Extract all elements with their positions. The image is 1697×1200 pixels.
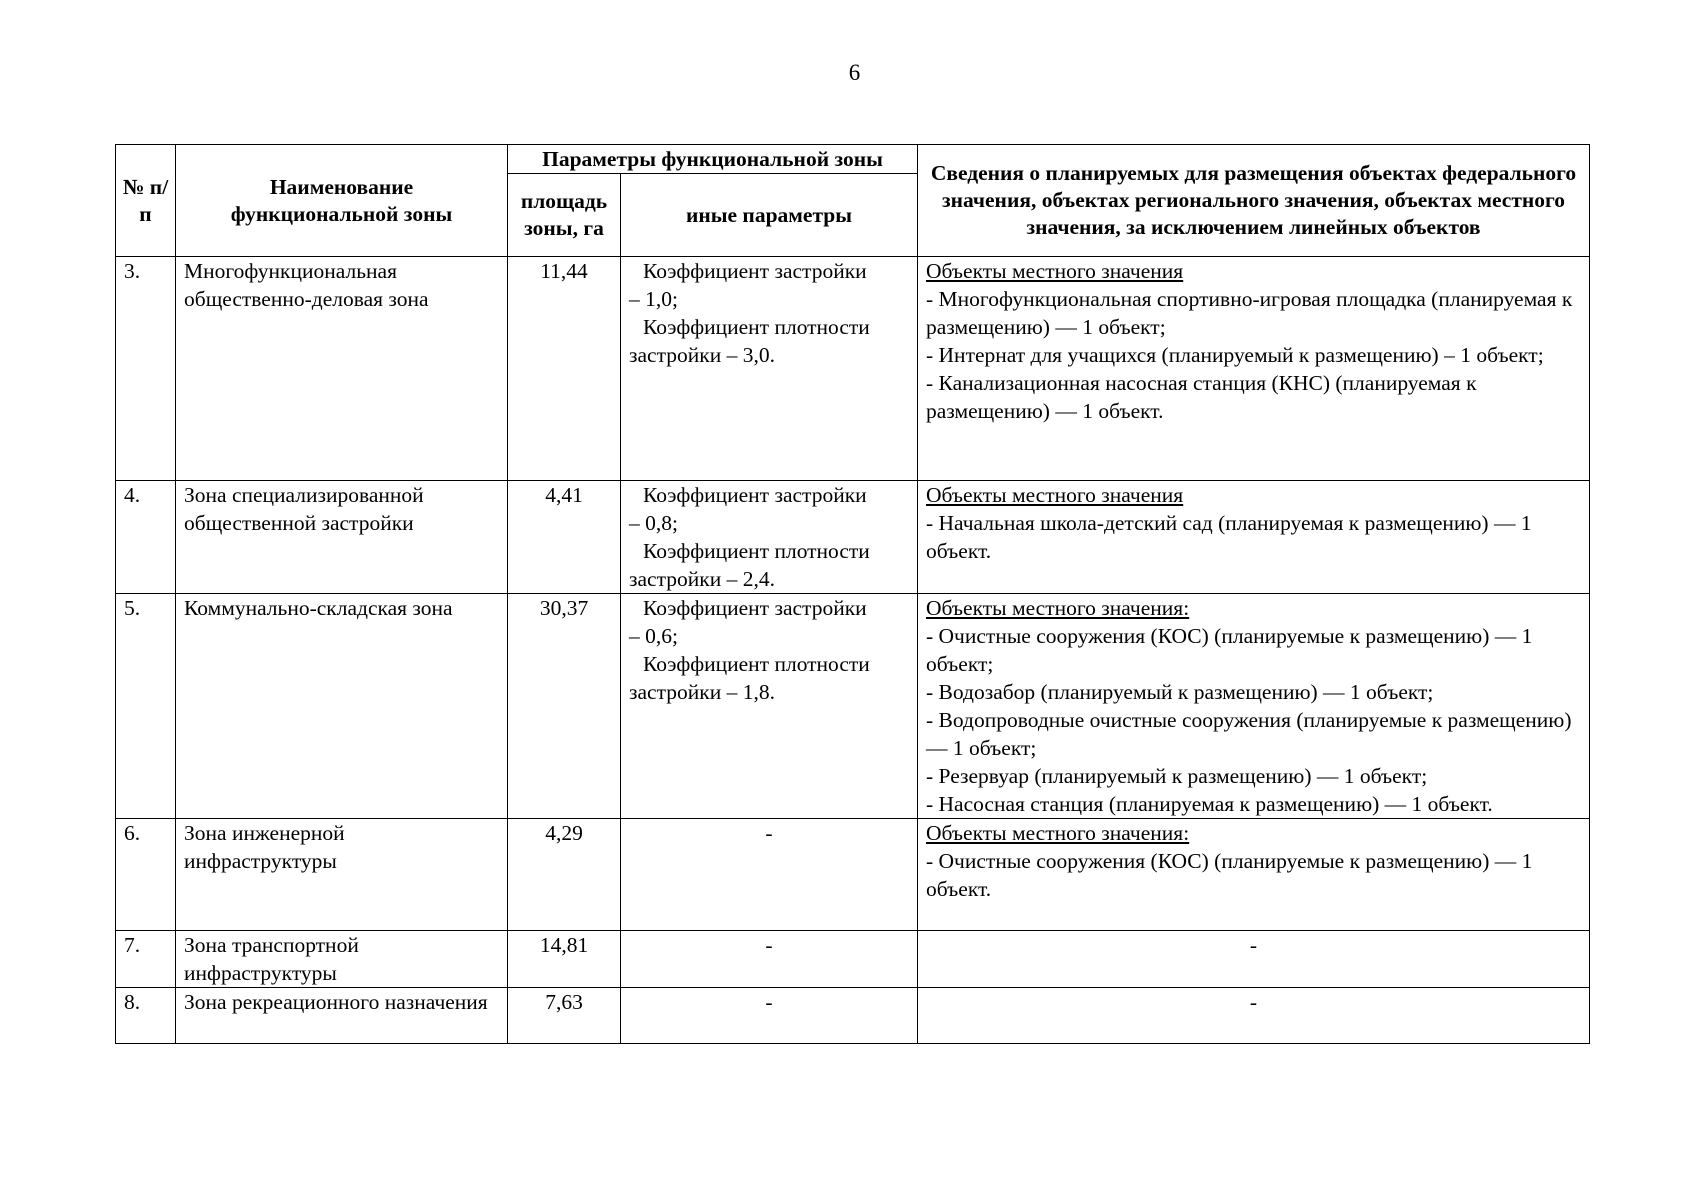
zone-params	[621, 257, 918, 481]
param-line: застройки – 3,0.	[629, 343, 775, 367]
object-line: - Резервуар (планируемый к размещению) — 1 объект;	[926, 764, 1428, 788]
param-line: застройки – 1,8.	[629, 680, 775, 704]
header-area: площадь зоны, га	[508, 174, 621, 257]
zone-area: 11,44	[508, 257, 621, 481]
zone-objects: -	[918, 988, 1590, 1044]
zone-objects	[918, 594, 1590, 819]
table-row	[116, 257, 1590, 481]
table-row	[116, 594, 1590, 819]
object-line: - Насосная станция (планируемая к размещению) — 1 объект.	[926, 792, 1493, 816]
zone-area: 4,29	[508, 819, 621, 931]
zone-name: Коммунально-складская зона	[176, 594, 508, 819]
zone-area: 30,37	[508, 594, 621, 819]
table-row	[116, 819, 1590, 931]
row-num: 6.	[116, 819, 176, 931]
row-num: 8.	[116, 988, 176, 1044]
object-line: - Очистные сооружения (КОС) (планируемые к размещению) — 1 объект.	[926, 849, 1533, 901]
row-num: 3.	[116, 257, 176, 481]
param-line: Коэффициент плотности	[643, 315, 870, 339]
zone-name: Зона специализированной общественной застройки	[176, 481, 508, 594]
zone-name: Зона транспортной инфраструктуры	[176, 931, 508, 988]
zone-objects	[918, 819, 1590, 931]
header-name: Наименование функциональной зоны	[176, 145, 508, 257]
zone-params	[621, 481, 918, 594]
header-params-group: Параметры функциональной зоны	[508, 145, 918, 174]
row-num: 7.	[116, 931, 176, 988]
objects-heading: Объекты местного значения:	[926, 821, 1190, 845]
object-line: - Интернат для учащихся (планируемый к размещению) – 1 объект;	[926, 343, 1544, 367]
zone-objects: -	[918, 931, 1590, 988]
zone-params	[621, 594, 918, 819]
zone-area: 4,41	[508, 481, 621, 594]
zone-name: Зона инженерной инфраструктуры	[176, 819, 508, 931]
header-info: Сведения о планируемых для размещения объектах федерального значения, объектах регионального значения, объектах местного значения, за исключением линейных объектов	[918, 145, 1590, 257]
zone-area: 7,63	[508, 988, 621, 1044]
table-row	[116, 931, 1590, 988]
table-row	[116, 988, 1590, 1044]
object-line: - Водопроводные очистные сооружения (планируемые к размещению) — 1 объект;	[926, 708, 1572, 760]
object-line: - Канализационная насосная станция (КНС) (планируемая к размещению) — 1 объект.	[926, 371, 1477, 423]
object-line: - Водозабор (планируемый к размещению) — 1 объект;	[926, 680, 1434, 704]
param-line: – 0,8;	[629, 511, 678, 535]
param-line: – 1,0;	[629, 287, 678, 311]
zone-area: 14,81	[508, 931, 621, 988]
param-line: Коэффициент плотности	[643, 652, 870, 676]
row-num: 4.	[116, 481, 176, 594]
param-line: Коэффициент застройки	[643, 259, 867, 283]
objects-heading: Объекты местного значения	[926, 483, 1184, 507]
table-row	[116, 481, 1590, 594]
object-line: - Многофункциональная спортивно-игровая площадка (планируемая к размещению) — 1 объект;	[926, 287, 1573, 339]
zone-params: -	[621, 819, 918, 931]
param-line: Коэффициент застройки	[643, 596, 867, 620]
param-line: – 0,6;	[629, 624, 678, 648]
functional-zones-table	[115, 144, 1590, 1044]
zone-name: Зона рекреационного назначения	[176, 988, 508, 1044]
zone-params: -	[621, 988, 918, 1044]
row-num: 5.	[116, 594, 176, 819]
zone-name: Многофункциональная общественно-деловая зона	[176, 257, 508, 481]
object-line: - Очистные сооружения (КОС) (планируемые к размещению) — 1 объект;	[926, 624, 1533, 676]
header-num: № п/п	[116, 145, 176, 257]
page-number: 6	[848, 60, 861, 85]
objects-heading: Объекты местного значения:	[926, 596, 1190, 620]
zone-objects	[918, 481, 1590, 594]
zone-objects	[918, 257, 1590, 481]
objects-heading: Объекты местного значения	[926, 259, 1184, 283]
header-other-params: иные параметры	[621, 174, 918, 257]
param-line: Коэффициент плотности	[643, 539, 870, 563]
zone-params: -	[621, 931, 918, 988]
param-line: Коэффициент застройки	[643, 483, 867, 507]
param-line: застройки – 2,4.	[629, 567, 775, 591]
object-line: - Начальная школа-детский сад (планируемая к размещению) — 1 объект.	[926, 511, 1532, 563]
